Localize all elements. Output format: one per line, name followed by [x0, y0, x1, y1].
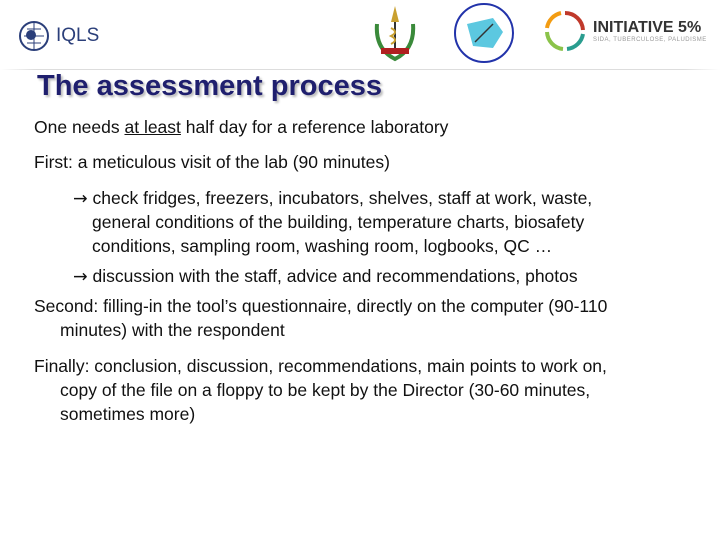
sub-bullet-check-cont: general conditions of the building, temperature charts, biosafety [92, 212, 585, 232]
initiative-logo: INITIATIVE 5% SIDA, TUBERCULOSE, PALUDISME [545, 10, 707, 52]
second-step: Second: filling-in the tool’s questionnaire, directly on the computer (90-110 [34, 296, 608, 316]
slide-title: The assessment process [37, 70, 382, 102]
cnm-emblem [453, 2, 515, 64]
final-step-cont: sometimes more) [60, 404, 196, 424]
globe-icon [18, 20, 50, 52]
intro-line: One needs at least half day for a reference laboratory [34, 117, 449, 137]
sub-bullet-check-cont: conditions, sampling room, washing room, logbooks, QC … [92, 236, 553, 256]
second-step-cont: minutes) with the respondent [60, 320, 285, 340]
final-step: Finally: conclusion, discussion, recommendations, main points to work on, [34, 356, 607, 376]
arrow-icon: → [73, 189, 88, 209]
arrow-icon: → [73, 267, 88, 287]
sub-bullet-discussion: → discussion with the staff, advice and recommendations, photos [73, 266, 578, 287]
final-step-cont: copy of the file on a floppy to be kept by the Director (30-60 minutes, [60, 380, 591, 400]
ministry-emblem [371, 4, 419, 62]
sub-bullet-check: → check fridges, freezers, incubators, shelves, staff at work, waste, [73, 188, 593, 209]
iqls-logo: IQLS [18, 20, 99, 52]
first-step: First: a meticulous visit of the lab (90 minutes) [34, 152, 390, 172]
